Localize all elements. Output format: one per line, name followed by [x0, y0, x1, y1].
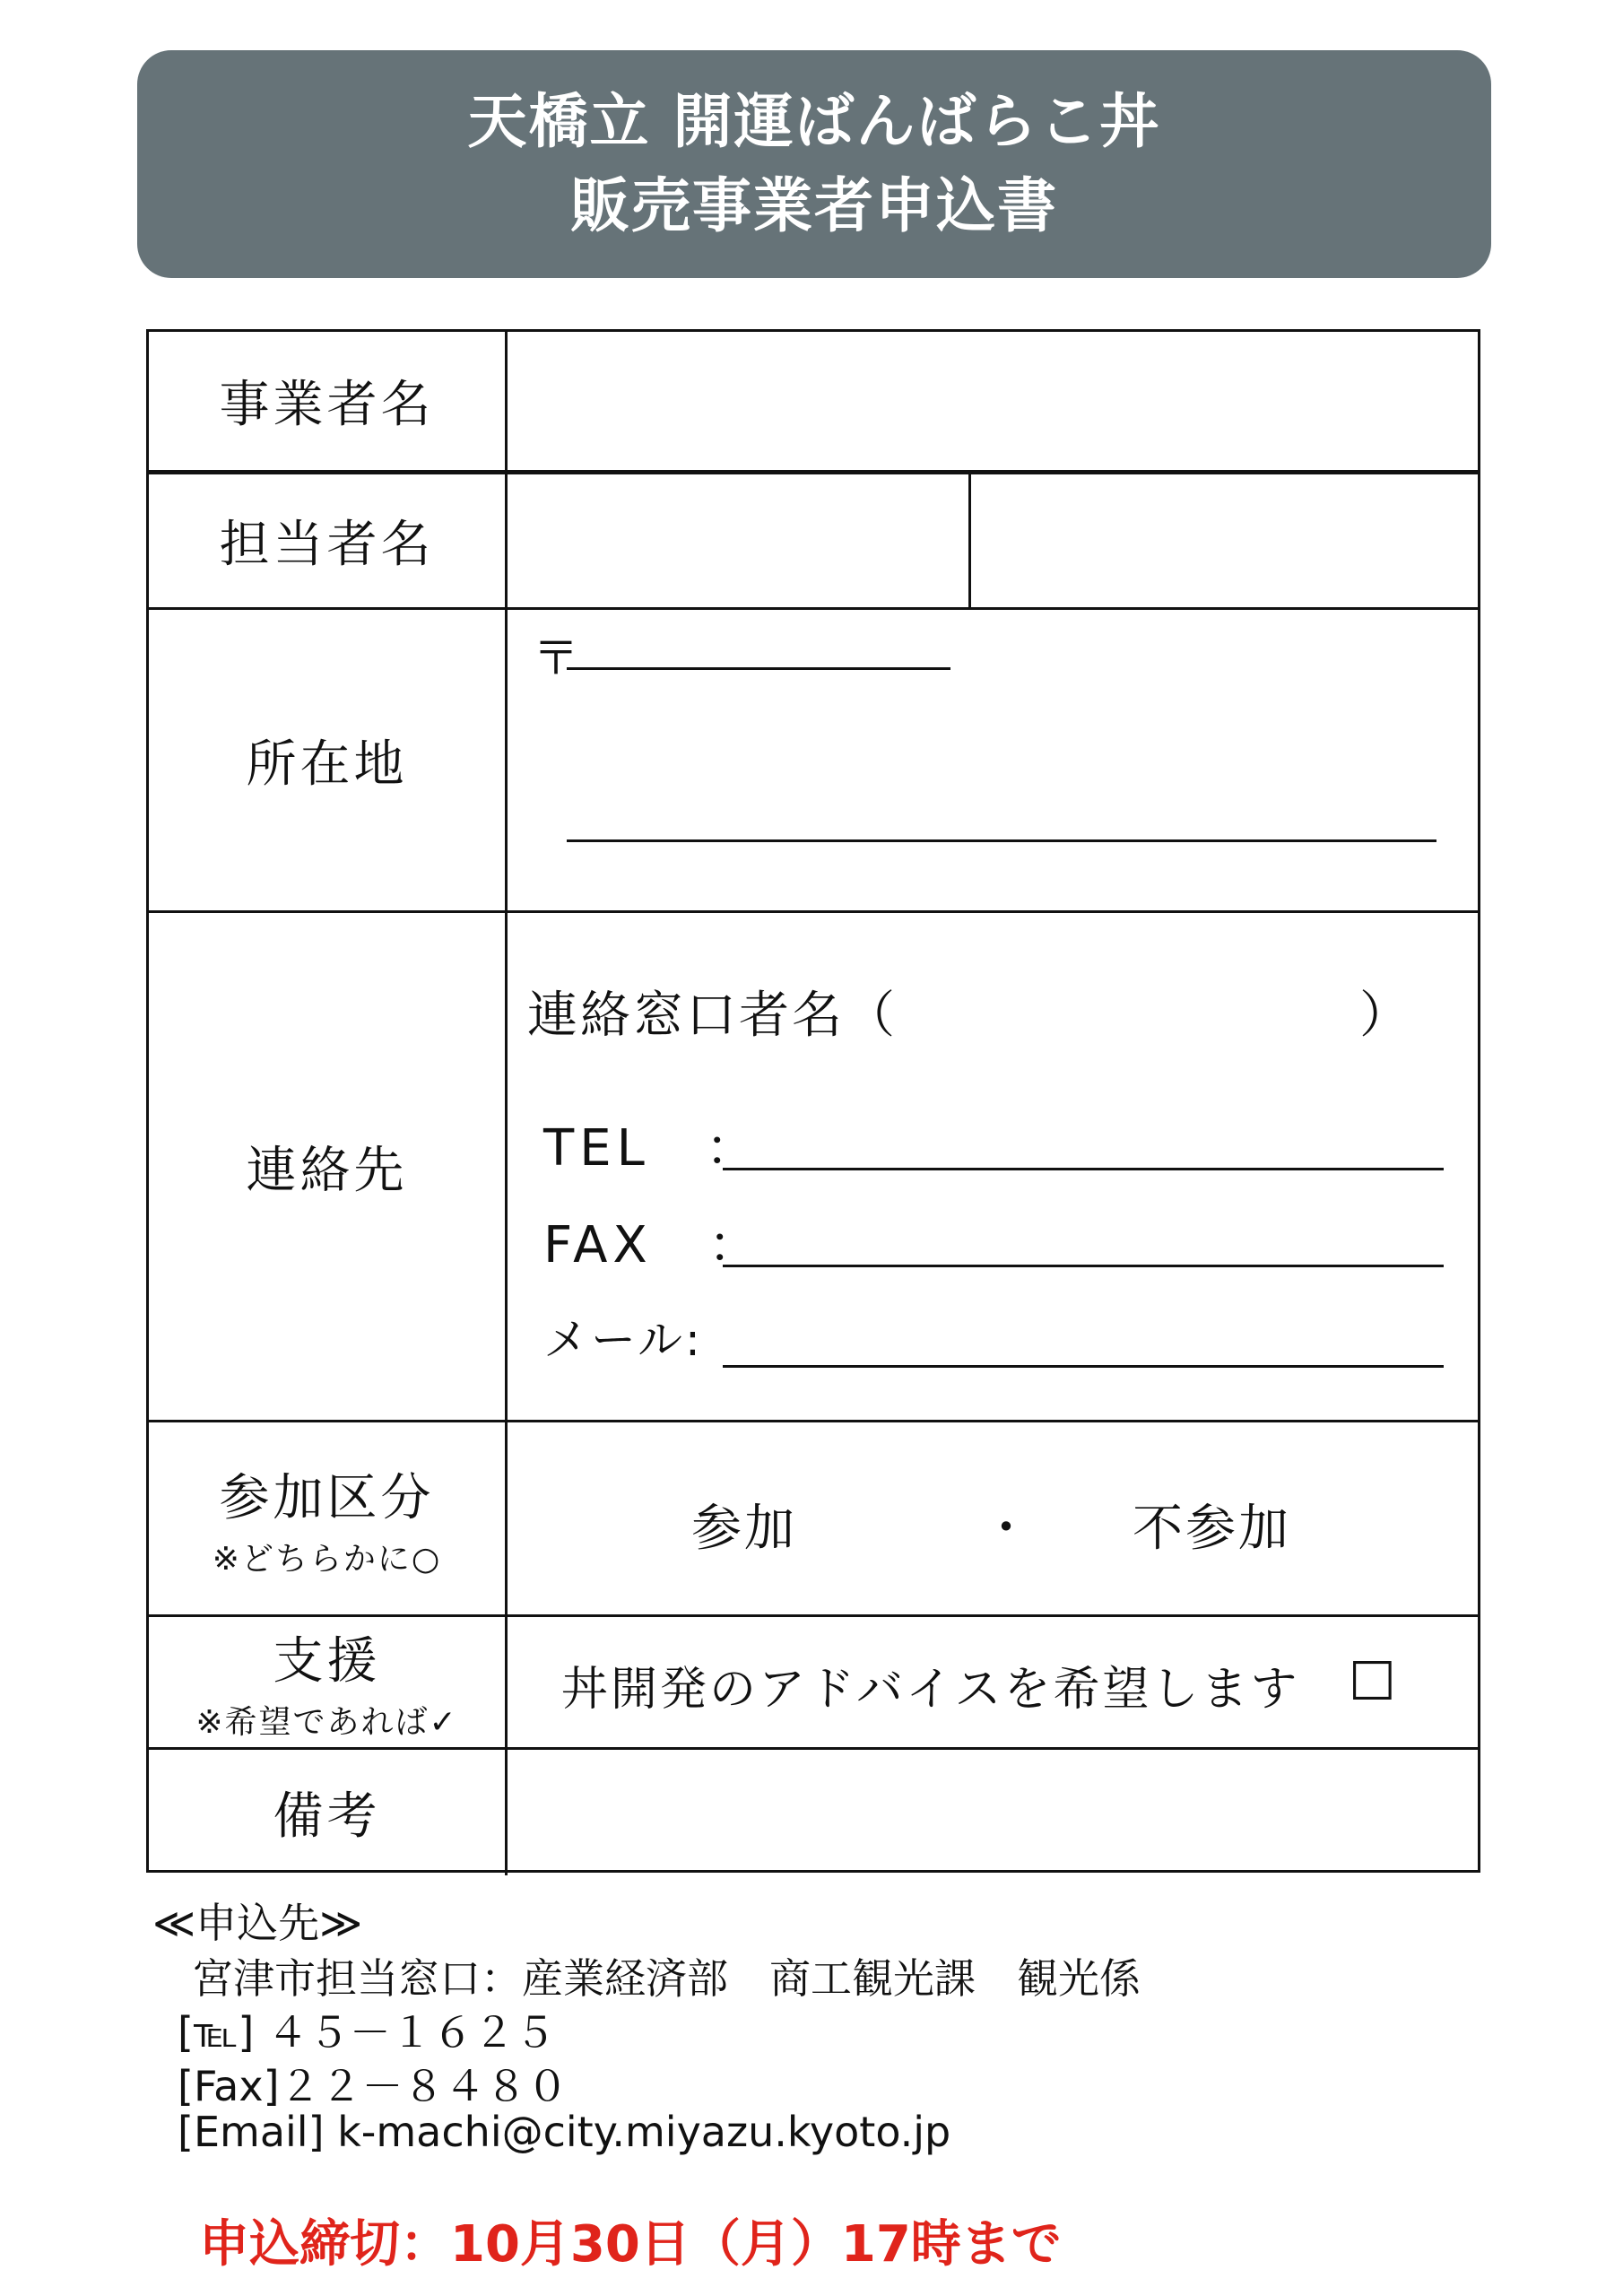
row-address — [149, 607, 1478, 910]
business-name-label: 事業者名 — [149, 332, 508, 470]
contact-person-prefix: 連絡窓口者名（ — [527, 987, 898, 1045]
fax-label: FAX ： — [543, 1216, 764, 1274]
contact-person-suffix: ） — [1359, 987, 1412, 1045]
row-contact — [149, 910, 1478, 1420]
footer-office: 宮津市担当窓口：産業経済部 商工観光課 観光係 — [192, 1954, 1141, 2003]
not-participate-option[interactable]: 不参加 — [1133, 1500, 1291, 1558]
application-form — [146, 329, 1480, 1873]
form-header — [137, 50, 1491, 278]
address-field[interactable] — [508, 610, 1478, 910]
postal-code-line[interactable] — [567, 667, 950, 670]
contact-label: 連絡先 — [149, 913, 508, 1420]
option-separator: ・ — [981, 1500, 1034, 1558]
row-business-name — [149, 332, 1478, 470]
footer-fax: [Fax]２２－８４８０ — [178, 2062, 568, 2110]
support-checkbox[interactable]: □ — [1349, 1648, 1399, 1706]
mail-line[interactable] — [723, 1365, 1444, 1368]
remarks-field[interactable] — [508, 1750, 1478, 1875]
footer-email[interactable]: [Email] k-machi@city.miyazu.kyoto.jp — [178, 2108, 951, 2156]
title-line-2: 販売事業者申込書 — [570, 171, 1058, 240]
address-label: 所在地 — [149, 610, 508, 910]
row-person — [149, 470, 1478, 607]
title-line-1: 天橋立 開運ばんばらこ丼 — [467, 87, 1161, 156]
remarks-label: 備考 — [149, 1750, 508, 1875]
row-participation — [149, 1420, 1478, 1614]
support-label: 支援 ※希望であれば✓ — [149, 1617, 508, 1747]
postal-mark: 〒 — [533, 632, 580, 686]
business-name-field[interactable] — [508, 332, 1478, 470]
person-field-divider — [968, 474, 971, 607]
contact-field — [508, 913, 1478, 1420]
mail-label: メール: — [543, 1314, 703, 1366]
fax-line[interactable] — [723, 1265, 1444, 1267]
person-label: 担当者名 — [149, 474, 508, 607]
footer-tel: [℡] ４５－１６２５ — [178, 2008, 556, 2057]
tel-label: TEL ： — [543, 1119, 761, 1178]
tel-line[interactable] — [723, 1168, 1444, 1170]
participate-option[interactable]: 参加 — [691, 1500, 797, 1558]
row-support — [149, 1614, 1478, 1747]
participation-note: ※どちらかに○ — [212, 1540, 442, 1578]
person-field[interactable] — [508, 474, 1478, 607]
row-remarks — [149, 1747, 1478, 1875]
support-field — [508, 1617, 1478, 1747]
footer-heading: ≪申込先≫ — [152, 1899, 363, 1947]
participation-label: 参加区分 ※どちらかに○ — [149, 1422, 508, 1614]
support-text: 丼開発のアドバイスを希望します — [561, 1663, 1300, 1717]
support-note: ※希望であれば✓ — [195, 1704, 458, 1741]
deadline-notice: 申込締切：10月30日（月）17時まで — [199, 2215, 1062, 2274]
address-line[interactable] — [567, 839, 1436, 842]
participation-field — [508, 1422, 1478, 1614]
